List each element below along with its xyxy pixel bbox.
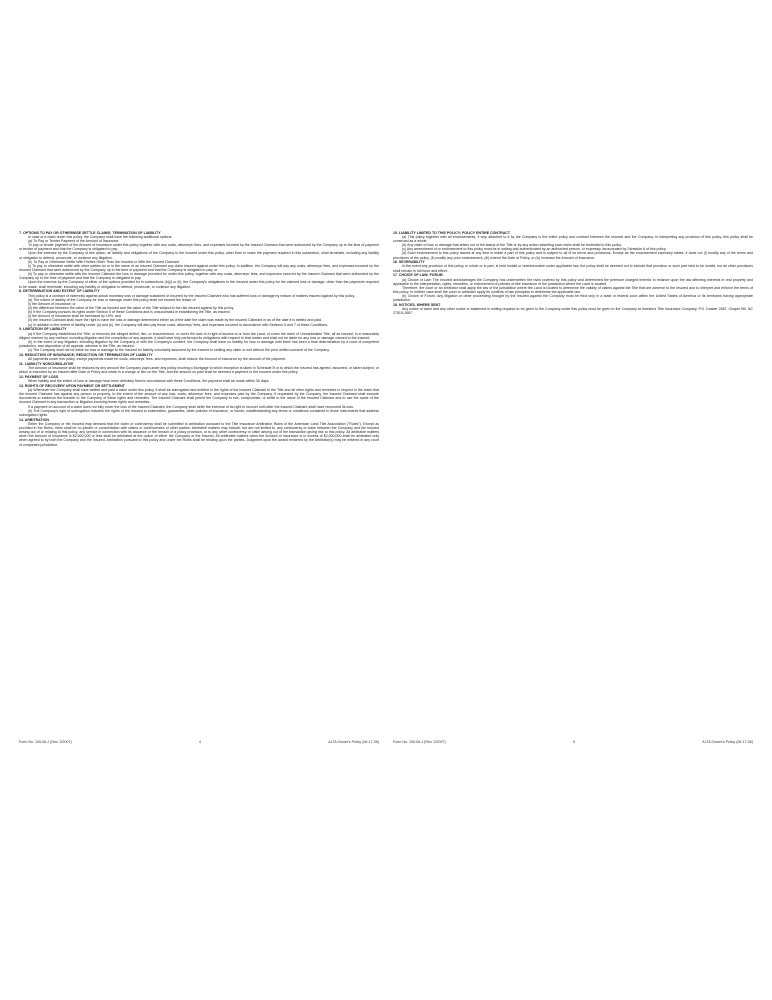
page-number: 5 bbox=[572, 740, 575, 744]
form-number: Form No. 159-06-J (Rev. 3/2007) bbox=[19, 740, 72, 744]
section-paragraph: (i) To pay or otherwise settle with other parties for or in the name of an Insured Claimant any claim insured against under this policy. In addition, the Company will pay any costs, attorneys' fees, and expenses incurred by the Insured Claimant that were authorized by the Company up to the time of payment and that the Company is obligated to pay; or bbox=[19, 263, 379, 272]
section-paragraph: (i) the Amount of Insurance shall be increased by 10%, and bbox=[28, 314, 121, 319]
form-number: Form No. 159-06-J (Rev. 3/2007) bbox=[393, 740, 446, 744]
section-paragraph: Any notice of claim and any other notice or statement in writing required to be given to the Company under this policy must be given to the Company at Investors Title Insurance Company, P.O. Drawer 2687, Chapel Hill, NC 27515-2687. bbox=[393, 307, 753, 316]
section-heading: 15. LIABILITY LIMITED TO THIS POLICY; POLICY ENTIRE CONTRACT bbox=[393, 230, 510, 235]
section-heading: 14. ARBITRATION bbox=[19, 417, 49, 422]
section-heading: 17. CHOICE OF LAW; FORUM bbox=[393, 273, 443, 278]
section-paragraph: In case of a claim under this policy, the Company shall have the following additional options: bbox=[28, 234, 173, 239]
left-page-footer bbox=[19, 740, 379, 744]
right-page-footer bbox=[393, 740, 753, 744]
section-paragraph: (b) Any claim of loss or damage that arises out of the status of the Title or by any action asserting such claim shall be restricted to this policy. bbox=[402, 243, 622, 248]
section-paragraph: (ii) To pay or otherwise settle with the Insured Claimant the loss or damage provided for under this policy, together with any costs, attorneys' fees, and expenses incurred by the Insured Claimant that were authorized by the Company up to the time of payment and that the Company is obligated to pay. bbox=[19, 272, 379, 281]
section-heading: 10. REDUCTION OF INSURANCE; REDUCTION OR TERMINATION OF LIABILITY bbox=[19, 352, 153, 357]
section-paragraph: (a) If the Company establishes the Title, or removes the alleged defect, lien, or encumbrance, or cures the lack of a right of access to or from the Land, or cures the claim of Unmarketable Title, all as insured, in a reasonably diligent manner by any method, including litigation and the completion of any appeals, it shall have fully performed its obligations with respect to that matter and shall not be liable for any loss or damage caused to the Insured. bbox=[19, 331, 379, 340]
page-number: 4 bbox=[198, 740, 201, 744]
section-heading: 7. OPTIONS TO PAY OR OTHERWISE SETTLE CLAIMS; TERMINATION OF LIABILITY bbox=[19, 230, 161, 235]
section-paragraph: Upon the exercise by the Company of either of the options provided for in subsections (b)(i) or (ii), the Company's obligations to the Insured under this policy for the claimed loss or damage, other than the payments required to be made, shall terminate, including any liability or obligation to defend, prosecute, or continue any litigation. bbox=[19, 280, 379, 289]
section-heading: 16. SEVERABILITY bbox=[393, 260, 425, 265]
section-heading: 9. LIMITATION OF LIABILITY bbox=[19, 327, 67, 332]
section-paragraph: (b) In the event of any litigation, including litigation by the Company or with the Company's consent, the Company shall have no liability for loss or damage until there has been a final determination by a court of competent jurisdiction, and disposition of all appeals, adverse to the Title, as insured. bbox=[19, 339, 379, 348]
section-paragraph: To pay or tender payment of the Amount of Insurance under this policy together with any costs, attorneys' fees, and expenses incurred by the Insured Claimant that were authorized by the Company up to the time of payment or tender of payment and that the Company is obligated to pay. bbox=[19, 243, 379, 252]
section-paragraph: The Amount of Insurance shall be reduced by any amount the Company pays under any policy insuring a Mortgage to which exception is taken in Schedule B or to which the Insured has agreed, assumed, or taken subject, or which is executed by an Insured after Date of Policy and which is a charge or lien on the Title, and the amount so paid shall be deemed a payment to the Insured under this policy. bbox=[19, 365, 379, 375]
section-paragraph: (c) In addition to the extent of liability under (a) and (b), the Company will also pay those costs, attorneys' fees, and expenses incurred in accordance with Sections 5 and 7 of these Conditions. bbox=[28, 322, 329, 327]
section-paragraph: (b) The Company's right of subrogation includes the rights of the Insured to indemnities, guaranties, other policies of insurance, or bonds, notwithstanding any terms or conditions contained in those instruments that address subrogation rights. bbox=[19, 408, 379, 417]
section-paragraph: (i) the Amount of Insurance; or bbox=[28, 301, 76, 306]
section-heading: 13. RIGHTS OF RECOVERY UPON PAYMENT OR SETTLEMENT bbox=[19, 383, 125, 388]
section-paragraph: (a) To Pay or Tender Payment of the Amount of Insurance. bbox=[28, 238, 120, 243]
policy-name: ALTA Owner's Policy (06-17-06) bbox=[702, 740, 753, 744]
policy-name: ALTA Owner's Policy (06-17-06) bbox=[328, 740, 379, 744]
right-page-content bbox=[393, 230, 753, 733]
section-heading: 8. DETERMINATION AND EXTENT OF LIABILITY bbox=[19, 289, 100, 294]
section-paragraph: (c) The Company shall not be liable for loss or damage to the Insured for liability voluntarily assumed by the Insured in settling any claim or suit without the prior written consent of the Company. bbox=[28, 348, 330, 353]
section-paragraph: (a) Whenever the Company shall have settled and paid a claim under this policy, it shall be subrogated and entitled to the rights of the Insured Claimant in the Title and all other rights and remedies in respect to the claim that the Insured Claimant has against any person or property, to the extent of the amount of any loss, costs, attorneys' fees, and expenses paid by the Company. If requested by the Company, the Insured Claimant shall execute documents to evidence the transfer to the Company of these rights and remedies. The Insured Claimant shall permit the Company to sue, compromise, or settle in the name of the Insured Claimant and to use the name of the Insured Claimant in any transaction or litigation involving these rights and remedies. bbox=[19, 387, 379, 405]
policy-page-left bbox=[19, 230, 379, 750]
section-paragraph: (ii) the difference between the value of the Title as insured and the value of the Title subject to the risk insured against by this policy. bbox=[28, 306, 235, 310]
section-paragraph: (b) If the Company pursues its rights under Section 5 of these Conditions and is unsuccessful in establishing the Title, as insured, bbox=[28, 310, 231, 315]
section-paragraph: Either the Company or the Insured may demand that the claim or controversy shall be submitted to arbitration pursuant to the Title Insurance Arbitration Rules of the American Land Title Association ("Rules"). Except as provided in the Rules, there shall be no joinder or consolidation with claims or controversies of other parties. Arbitrable matters may include, but are not limited to, any controversy or claim between the Company and the Insured arising out of or relating to this policy, any service in connection with its issuance or the breach of a policy provision, or to any other controversy or claim arising out of the transaction giving rise to this policy. All arbitrable matters when the Amount of Insurance is $2,000,000 or less shall be arbitrated at the option of either the Company or the Insured. All arbitrable matters when the Amount of Insurance is in excess of $2,000,000 shall be arbitrated only when agreed to by both the Company and the Insured. Arbitration pursuant to this policy and under the Rules shall be binding upon the parties. Judgment upon the award rendered by the Arbitrator(s) may be entered in any court of competent jurisdiction. bbox=[19, 421, 379, 447]
section-heading: 12. PAYMENT OF LOSS bbox=[19, 374, 59, 379]
policy-page-right bbox=[393, 230, 753, 750]
section-paragraph: (a) This policy together with all endorsements, if any, attached to it by the Company is the entire policy and contract between the Insured and the Company. In interpreting any provision of this policy, this policy shall be construed as a whole. bbox=[393, 234, 753, 243]
section-heading: 11. LIABILITY NONCUMULATIVE bbox=[19, 361, 74, 366]
section-paragraph: Therefore, the court or an arbitrator shall apply the law of the jurisdiction where the Land is located to determine the validity of claims against the Title that are adverse to the Insured and to interpret and enforce the terms of this policy. In neither case shall the court or arbitrator apply its conflicts of law principles to determine the applicable law. bbox=[393, 285, 753, 294]
left-page-content bbox=[19, 230, 379, 733]
section-paragraph: (b) To Pay or Otherwise Settle With Parties Other Than the Insured or With the Insured Claimant. bbox=[28, 259, 180, 264]
section-paragraph: (ii) the Insured Claimant shall have the right to have the loss or damage determined either as of the date the claim was made by the Insured Claimant or as of the date it is settled and paid. bbox=[28, 318, 322, 323]
section-paragraph: In the event any provision of this policy, in whole or in part, is held invalid or unenforceable under applicable law, the policy shall be deemed not to include that provision or such part held to be invalid, but all other provisions shall remain in full force and effect. bbox=[393, 264, 753, 273]
section-paragraph: When liability and the extent of loss or damage have been definitely fixed in accordance with these Conditions, the payment shall be made within 30 days. bbox=[28, 379, 270, 384]
section-paragraph: Upon the exercise by the Company of this option, all liability and obligations of the Company to the Insured under this policy, other than to make the payment required in this subsection, shall terminate, including any liability or obligation to defend, prosecute, or continue any litigation. bbox=[19, 251, 379, 260]
section-paragraph: (a) The extent of liability of the Company for loss or damage under this policy shall not exceed the lesser of bbox=[28, 297, 196, 302]
section-paragraph: (b) Choice of Forum: Any litigation or other proceeding brought by the Insured against the Company must be filed only in a state or federal court within the United States of America or its territories having appropriate jurisdiction. bbox=[393, 294, 753, 303]
section-paragraph: (a) Choice of Law: The Insured acknowledges the Company has underwritten the risks covered by this policy and determined the premium charged therefor in reliance upon the law affecting interests in real property and applicable to the interpretation, rights, remedies, or enforcement of policies of title insurance of the jurisdiction where the Land is located. bbox=[393, 277, 753, 286]
section-paragraph: (d) Each endorsement to this policy issued at any time is made a part of this policy and is subject to all of its terms and provisions. Except as the endorsement expressly states, it does not (i) modify any of the terms and provisions of the policy, (ii) modify any prior endorsement, (iii) extend the Date of Policy, or (iv) increase the Amount of Insurance. bbox=[393, 251, 753, 260]
section-paragraph: All payments under this policy, except payments made for costs, attorneys' fees, and expenses, shall reduce the Amount of Insurance by the amount of the payment. bbox=[28, 357, 287, 362]
section-heading: 18. NOTICES, WHERE SENT bbox=[393, 303, 441, 308]
section-paragraph: If a payment on account of a claim does not fully cover the loss of the Insured Claimant, the Company shall defer the exercise of its right to recover until after the Insured Claimant shall have recovered its loss. bbox=[28, 404, 354, 409]
section-paragraph: (c) Any amendment of or endorsement to this policy must be in writing and authenticated by an authorized person, or expressly incorporated by Schedule A of this policy. bbox=[402, 247, 667, 252]
section-paragraph: This policy is a contract of indemnity against actual monetary loss or damage sustained or incurred by the Insured Claimant who has suffered loss or damage by reason of matters insured against by this policy. bbox=[28, 293, 355, 298]
